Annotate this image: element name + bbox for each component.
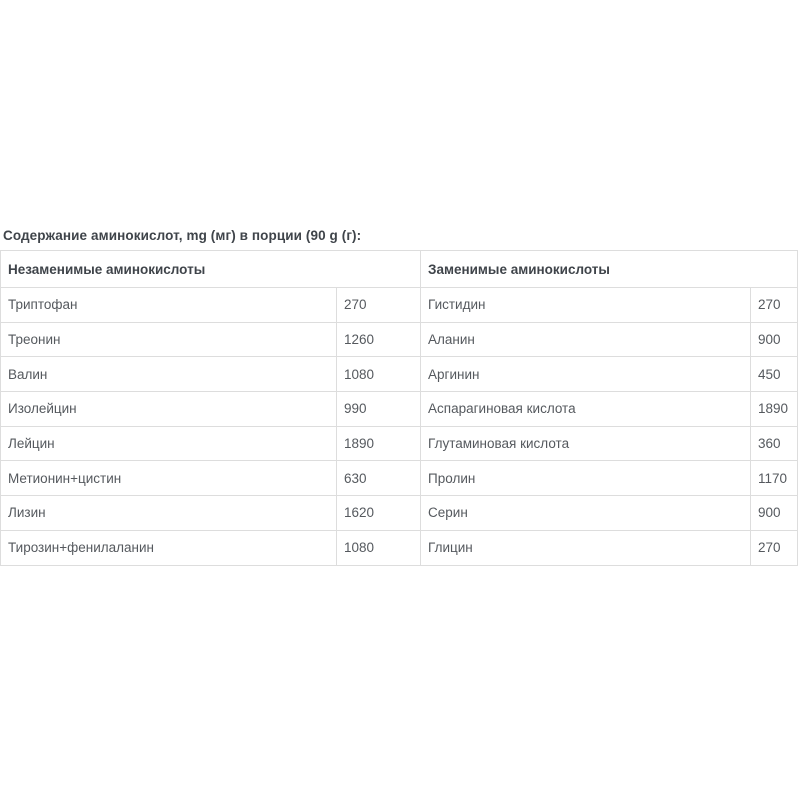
amino-name: Гистидин	[421, 288, 751, 323]
amino-name: Аспарагиновая кислота	[421, 392, 751, 427]
table-row	[1, 426, 798, 461]
table-row	[1, 496, 798, 531]
amino-value: 360	[751, 426, 798, 461]
amino-name: Изолейцин	[1, 392, 337, 427]
amino-name: Триптофан	[1, 288, 337, 323]
table-row	[1, 461, 798, 496]
nonessential-amino-acids-header: Заменимые аминокислоты	[421, 251, 798, 288]
amino-name: Валин	[1, 357, 337, 392]
table-header-row	[1, 251, 798, 288]
table-row	[1, 322, 798, 357]
amino-value: 1620	[337, 496, 421, 531]
amino-value: 900	[751, 322, 798, 357]
amino-value: 1080	[337, 530, 421, 565]
amino-name: Аланин	[421, 322, 751, 357]
amino-value: 1080	[337, 357, 421, 392]
amino-value: 630	[337, 461, 421, 496]
amino-value: 990	[337, 392, 421, 427]
table-row	[1, 357, 798, 392]
amino-name: Глицин	[421, 530, 751, 565]
table-row	[1, 530, 798, 565]
amino-name: Аргинин	[421, 357, 751, 392]
amino-name: Тирозин+фенилаланин	[1, 530, 337, 565]
amino-value: 1890	[337, 426, 421, 461]
amino-value: 270	[751, 288, 798, 323]
amino-name: Лизин	[1, 496, 337, 531]
table-row	[1, 288, 798, 323]
amino-value: 270	[337, 288, 421, 323]
amino-acids-table	[0, 250, 798, 566]
amino-value: 270	[751, 530, 798, 565]
amino-value: 1170	[751, 461, 798, 496]
amino-value: 450	[751, 357, 798, 392]
amino-value: 1260	[337, 322, 421, 357]
essential-amino-acids-header: Незаменимые аминокислоты	[1, 251, 421, 288]
amino-value: 1890	[751, 392, 798, 427]
amino-value: 900	[751, 496, 798, 531]
table-row	[1, 392, 798, 427]
amino-name: Метионин+цистин	[1, 461, 337, 496]
amino-acids-table-title: Содержание аминокислот, mg (мг) в порции (90 g (г):	[3, 228, 362, 243]
amino-name: Глутаминовая кислота	[421, 426, 751, 461]
amino-name: Серин	[421, 496, 751, 531]
amino-name: Лейцин	[1, 426, 337, 461]
amino-name: Пролин	[421, 461, 751, 496]
amino-name: Треонин	[1, 322, 337, 357]
